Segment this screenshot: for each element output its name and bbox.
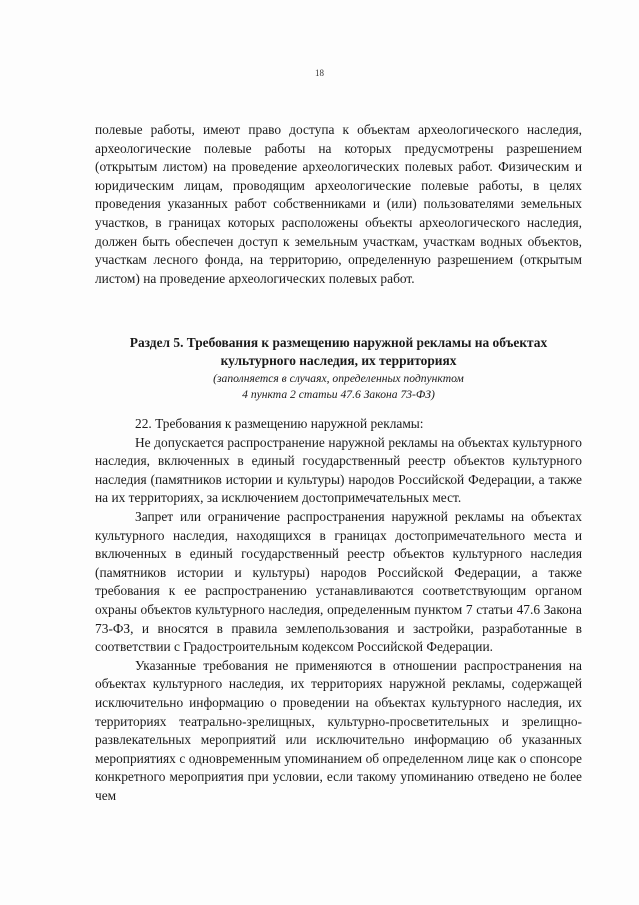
section-heading-line-1: Раздел 5. Требования к размещению наружной рекламы на объектах [129,335,548,350]
item-title: 22. Требования к размещению наружной рекламы: [135,416,424,431]
section-body [95,415,582,805]
section-note-line-1: (заполняется в случаях, определенных подпунктом [213,372,464,385]
paragraph-2: Запрет или ограничение распространения наружной рекламы на объектах культурного наследия, находящихся в границах достопримечательного места и включенных в единый государственный реестр объектов культурного наследия (памятников истории и культуры) народов Российской Федерации, а также требования к ее распространению устанавливаются соответствующим органом охраны объектов культурного наследия, определенным пунктом 7 статьи 47.6 Закона 73-ФЗ, и вносятся в правила землепользования и застройки, разработанные в соответствии с Градостроительным кодексом Российской Федерации. [95,508,582,655]
paragraph-text: полевые работы, имеют право доступа к объектам археологического наследия, археологические полевые работы на которых предусмотрены разрешением (открытым листом) на проведение археологических полевых работ. Физическим и юридическим лицам, проводящим археологические полевые работы, в целях проведения указанных работ собственниками и (или) пользователями земельных участков, в границах которых расположены объекты археологического наследия, должен быть обеспечен доступ к земельным участкам, участкам водных объектов, участкам лесного фонда, на территорию, определенную разрешением (открытым листом) на проведение археологических полевых работ. [95,122,582,286]
section-note-line-2: 4 пункта 2 статьи 47.6 Закона 73-ФЗ) [242,388,435,401]
section-heading [95,334,582,371]
paragraph-1: Не допускается распространение наружной рекламы на объектах культурного наследия, включенных в единый государственный реестр объектов культурного наследия (памятников истории и культуры) народов Российской Федерации, а также на их территориях, за исключением достопримечательных мест. [95,434,582,506]
section-note [95,371,582,403]
paragraph-3: Указанные требования не применяются в отношении распространения на объектах культурного наследия, их территориях наружной рекламы, содержащей исключительно информацию о проведении на объектах культурного наследия, их территориях театрально-зрелищных, культурно-просветительных и зрелищно-развлекательных мероприятий или исключительно информацию об указанных мероприятиях с одновременным упоминанием об определенном лице как о спонсоре конкретного мероприятия при условии, если такому упоминанию отведено не более чем [95,657,582,803]
page-number: 18 [315,68,324,78]
section-heading-line-2: культурного наследия, их территориях [220,353,457,369]
continuation-paragraph [95,121,582,288]
